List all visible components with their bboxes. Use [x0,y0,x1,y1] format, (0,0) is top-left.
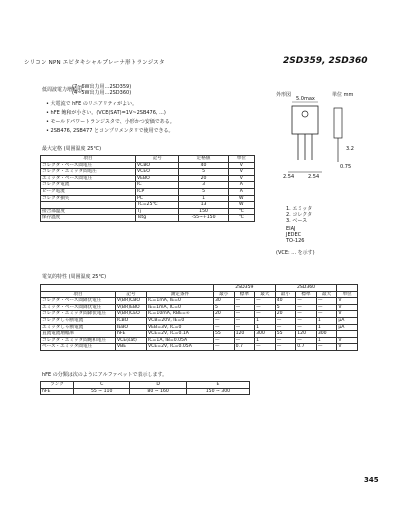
table-cell: コレクタ・エミッタ間電圧 [41,169,136,176]
hfe-class-title: hFE の分類は次のようにアルファベットで表示します。 [42,372,168,378]
table-cell: — [275,337,296,344]
max-ratings-title: 最大定格 (周囲温度 25℃) [42,146,102,152]
table-cell: A [228,182,254,189]
table-cell: コレクタ・エミッタ間降伏電圧 [41,311,116,318]
table-cell: エミッタしゃ断電流 [41,324,116,331]
table-cell: ピーク電流 [41,188,136,195]
table-cell: 5 [275,304,296,311]
table-cell: 1 [316,337,337,344]
table-row [41,331,358,338]
table-cell: — [234,317,255,324]
table-cell: — [255,298,276,305]
feature-item: • 大電流で hFE のリニアリティがよい。 [46,101,138,107]
table-cell: 1 [255,324,276,331]
table-cell: — [296,317,317,324]
feature-list [46,101,175,134]
table-cell: 40 [179,162,228,169]
table-cell: 5 [179,188,228,195]
column-header: E [186,382,249,389]
table-cell: — [234,324,255,331]
outline-dim: 2.54 [308,174,320,180]
table-cell: PC [135,195,178,202]
table-cell: V [228,162,254,169]
table-cell: コレクタ損失 [41,195,136,202]
table-cell: V [337,298,358,305]
column-header: 標準 [234,291,255,298]
table-cell: 150 [179,208,228,215]
table-cell: — [316,298,337,305]
table-cell [337,331,358,338]
table-cell: 150 ~ 300 [186,388,249,395]
table-cell: — [214,317,235,324]
column-header: 最大 [316,291,337,298]
elec-char-table [40,284,358,351]
column-header: D [130,382,186,389]
table-cell: -55~+150 [179,215,228,222]
table-cell: Tj [135,208,178,215]
table-cell: コレクタ・ベース間電圧 [41,162,136,169]
table-cell: — [214,344,235,351]
table-cell: 120 [296,331,317,338]
table-cell: 5 [214,304,235,311]
column-header: C [74,382,130,389]
outline-note: JEDEC [286,232,302,238]
table-cell: — [234,304,255,311]
table-cell: V [228,175,254,182]
table-cell: ベース・エミッタ間電圧 [41,344,116,351]
column-header: 測定条件 [147,291,214,298]
table-cell: V [228,169,254,176]
table-group-header-row [41,285,358,292]
table-cell: コレクタ・ベース間降伏電圧 [41,298,116,305]
table-cell: ICBO [116,317,147,324]
table-cell: 0.7 [296,344,317,351]
table-cell: — [296,324,317,331]
table-cell: hFE [41,388,74,395]
application-line-1: (7~6W出力用…2SD359) [72,84,132,90]
table-cell [41,202,136,209]
table-cell: IC=1mA, IE=0 [147,298,214,305]
feature-item: • hFE 飽和が小さい。(VCE(SAT)=1V~2SB476, ...) [46,110,166,116]
table-cell: IC [135,182,178,189]
table-row [41,298,358,305]
table-cell: 20 [275,311,296,318]
table-cell: — [234,311,255,318]
pin-legend [286,206,312,244]
table-cell: 0.7 [234,344,255,351]
table-cell: — [316,311,337,318]
table-cell: — [296,304,317,311]
feature-item: • モールドパワートランジスタで、小形かつ安価である。 [46,119,175,125]
table-row [41,311,358,318]
table-row [41,388,250,395]
table-header-row [41,291,358,298]
table-cell: IC=10mA, RBE=∞ [147,311,214,318]
table-cell: コレクタしゃ断電流 [41,317,116,324]
table-cell: 40 [275,298,296,305]
table-row [41,324,358,331]
table-cell: — [275,344,296,351]
column-header: 記号 [135,156,178,163]
table-cell: 直流電流増幅率 [41,331,116,338]
outline-note: EIAJ [286,226,296,232]
hfe-class-table [40,381,250,395]
table-cell: ICP [135,188,178,195]
table-cell: VCEO [135,169,178,176]
table-cell: 55 ~ 110 [74,388,130,395]
column-header: 項目 [41,291,116,298]
table-cell: ℃ [228,215,254,222]
table-cell: — [275,317,296,324]
pin-item: 2. コレクタ [286,212,313,218]
table-cell: 1 [255,337,276,344]
table-cell: 300 [316,331,337,338]
table-row [41,202,255,209]
table-cell: V(BR)CEO [116,311,147,318]
document-subtitle: シリコン NPN エピタキシャルプレーナ形トランジスタ [24,60,165,66]
table-cell: V(BR)CBO [116,298,147,305]
outline-note: TO-126 [286,238,305,244]
column-header: 記号 [116,291,147,298]
table-cell: 1 [316,317,337,324]
table-row [41,195,255,202]
table-cell: μA [337,317,358,324]
table-cell: — [255,344,276,351]
table-cell: VEBO [135,175,178,182]
table-row [41,337,358,344]
table-cell: 1 [255,317,276,324]
column-header [41,285,214,292]
table-cell: IC=1A, IB=0.05A [147,337,214,344]
outline-footnote: (VCE: ... を示す) [276,250,315,256]
outline-unit: 単位 mm [332,92,354,98]
table-cell: IE=1mA, IC=0 [147,304,214,311]
column-header: ランク [41,382,74,389]
table-cell: V(BR)EBO [116,304,147,311]
table-cell: VCE=2V, IC=0.05A [147,344,214,351]
table-cell: IEBO [116,324,147,331]
group-header: 2SD360 [275,285,337,292]
column-header: 最小 [214,291,235,298]
outline-dim: 0.75 [340,164,352,170]
table-cell: V [337,311,358,318]
table-cell: コレクタ・エミッタ間飽和電圧 [41,337,116,344]
outline-dim: 5.0max [296,96,315,102]
table-cell: エミッタ・ベース間電圧 [41,175,136,182]
table-cell: — [234,337,255,344]
table-cell: 1 [179,195,228,202]
table-cell: V [337,337,358,344]
table-cell: — [316,304,337,311]
application-line-2: (4~5W出力用…2SD360) [72,90,132,96]
column-header: 単位 [337,291,358,298]
table-cell: — [296,311,317,318]
column-header: 標準 [296,291,317,298]
table-cell: エミッタ・ベース間降伏電圧 [41,304,116,311]
group-header: 2SD359 [214,285,276,292]
table-row [41,344,358,351]
column-header: 項目 [41,156,136,163]
table-cell: VCB=20V, IE=0 [147,317,214,324]
table-row [41,215,255,222]
table-cell: VBE [116,344,147,351]
table-cell: — [316,344,337,351]
table-cell: V [337,344,358,351]
table-cell: — [275,324,296,331]
table-cell: 55 [214,331,235,338]
table-row [41,162,255,169]
outline-dim: 3.2 [346,146,354,152]
table-cell: コレクタ電流 [41,182,136,189]
table-cell: 80 ~ 160 [130,388,186,395]
table-cell: 20 [179,175,228,182]
table-cell: 保存温度 [41,215,136,222]
table-row [41,208,255,215]
table-cell: W [228,202,254,209]
table-header-row [41,382,250,389]
table-cell: — [255,304,276,311]
table-cell: 3 [179,182,228,189]
table-cell: 1 [316,324,337,331]
part-numbers: 2SD359, 2SD360 [283,56,368,66]
table-cell: 接合部温度 [41,208,136,215]
column-header: 単位 [228,156,254,163]
table-cell: VEB=3V, IC=0 [147,324,214,331]
table-cell: — [296,298,317,305]
table-cell: ℃ [228,208,254,215]
table-header-row [41,156,255,163]
table-row [41,188,255,195]
feature-item: • 2SB476, 2SB477 とコンプリメンタリで使用できる。 [46,128,174,134]
table-row [41,169,255,176]
table-cell: 300 [255,331,276,338]
pin-item: 1. エミッタ [286,206,313,212]
column-header: 定格値 [179,156,228,163]
column-header: 最大 [255,291,276,298]
table-cell: μA [337,324,358,331]
table-cell: 13 [179,202,228,209]
pin-item: 3. ベース [286,218,308,224]
column-header: 最小 [275,291,296,298]
table-cell: VCBO [135,162,178,169]
table-row [41,182,255,189]
table-cell: VCE(sat) [116,337,147,344]
outline-label: 外形図 [276,92,292,98]
table-cell: hFE [116,331,147,338]
table-cell: V [337,304,358,311]
table-cell: 5 [179,169,228,176]
page-number: 345 [364,476,379,484]
outline-dim: 2.54 [283,174,295,180]
table-cell: 55 [275,331,296,338]
max-ratings-table [40,155,255,222]
table-cell: — [255,311,276,318]
table-cell: W [228,195,254,202]
table-cell: — [214,337,235,344]
elec-char-title: 電気的特性 (周囲温度 25℃) [42,274,107,280]
table-cell: VCE=2V, IC=0.1A [147,331,214,338]
table-cell: Tstg [135,215,178,222]
table-cell: A [228,188,254,195]
table-cell: 30 [214,298,235,305]
application-label: 低周波電力増幅用 [42,87,83,93]
table-cell: TC=25℃ [135,202,178,209]
column-header [337,285,358,292]
table-cell: — [214,324,235,331]
table-cell: 20 [214,311,235,318]
table-cell: — [296,337,317,344]
table-row [41,317,358,324]
table-row [41,304,358,311]
table-cell: 120 [234,331,255,338]
table-cell: — [234,298,255,305]
table-row [41,175,255,182]
